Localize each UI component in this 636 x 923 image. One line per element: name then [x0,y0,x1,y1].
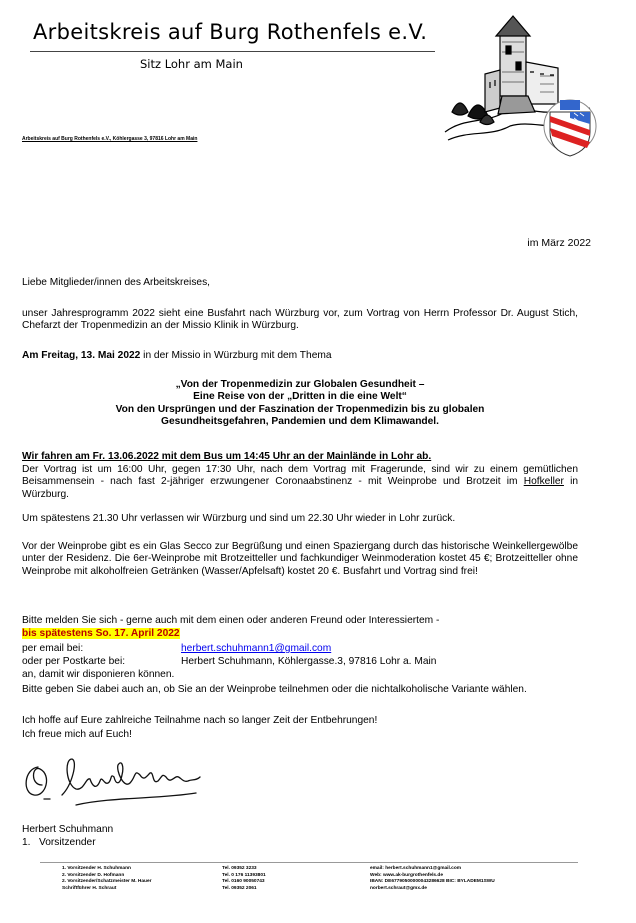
footer-divider [40,862,578,863]
post-label: oder per Postkarte bei: [22,656,126,667]
signer-name: Herbert Schuhmann [22,824,114,835]
wine-choice-note: Bitte geben Sie dabei auch an, ob Sie an der Weinprobe teilnehmen oder die nichtalkoholische Variante wählen. [22,684,527,695]
event-line [22,350,578,362]
letter-date: im März 2022 [527,237,591,249]
title-divider [30,51,435,52]
return-line: Um spätestens 21.30 Uhr verlassen wir Würzburg und sind um 22.30 Uhr wieder in Lohr zurück. [22,513,456,524]
wine-paragraph: Vor der Weinprobe gibt es ein Glas Secco zur Begrüßung und einen Spaziergang durch das historische Weinkellergewölbe unter der Residenz. Die 6er-Weinprobe mit Brotzeitteller und fachkundiger Weinmoderation kostet 45 €; Brotzeitteller ohne Weinprobe mit alkoholfreien Getränken (Wasser/Apfelsaft) kostet 20 €. Busfahrt und Vortrag sind frei! [22,541,578,577]
travel-body-end: in Würzburg. [22,476,579,500]
footer-board-2: 2. Vorsitzender D. Hofmann [62,872,125,878]
footer-phone-3: Tel. 0160 90050743 [222,879,265,885]
footer-contact-4: norbert.schraut@gmx.de [370,885,427,891]
deadline-text: bis spätestens So. 17. April 2022 [22,628,180,639]
coat-of-arms-icon [544,100,596,156]
footer-board-column [62,866,151,892]
lecture-theme [22,379,578,429]
travel-heading-text: Wir fahren am Fr. 13.06.2022 mit dem Bus um 14:45 Uhr an der Mainlände in Lohr ab. [22,451,432,462]
event-date: Am Freitag, 13. Mai 2022 [22,350,141,361]
dispose-line: an, damit wir disponieren können. [22,669,175,680]
travel-body: Der Vortrag ist um 16:00 Uhr, gegen 17:30 Uhr, nach dem Vortrag mit Fragerunde, sind wir zu einem gemütlichen Beisammensein - nach fast 2-jähriger erzwungener Coronaabstinenz - mit Weinprobe und Brotzeit im [22,464,578,488]
theme-line-1: „Von der Tropenmedizin zur Globalen Gesundheit – [175,379,425,390]
org-subtitle: Sitz Lohr am Main [140,57,243,71]
joy-line: Ich freue mich auf Euch! [22,729,132,740]
theme-line-3: Von den Ursprüngen und der Faszination der Tropenmedizin bis zu globalen [115,403,485,415]
travel-paragraph [22,464,578,501]
org-title: Arbeitskreis auf Burg Rothenfels e.V. [33,20,428,44]
registration-line: Bitte melden Sie sich - gerne auch mit dem einen oder anderen Freund oder Interessiertem - [22,615,440,626]
handwritten-signature [20,755,220,813]
castle-logo-illustration [440,12,600,170]
theme-line-4: Gesundheitsgefahren, Pandemien und dem Klimawandel. [161,416,439,428]
footer-phone-column [222,866,266,892]
post-address: Herbert Schuhmann, Köhlergasse.3, 97816 Lohr a. Main [181,656,437,667]
sender-line: Arbeitskreis auf Burg Rothenfels e.V., Köhlergasse 3, 97816 Lohr am Main [22,136,198,142]
footer-contact-3: IBAN: DE67790500000043286628 BIC: BYLADEM1SWU [370,879,495,885]
intro-paragraph: unser Jahresprogramm 2022 sieht eine Busfahrt nach Würzburg vor, zum Vortrag von Herrn Professor Dr. August Stich, Chefarzt der Tropenmedizin an der Missio Klinik in Würzburg. [22,308,578,332]
footer-board-3: 2. Vorsitzender/Schatzmeister M. Hauer [62,879,152,885]
signer-role: 1. Vorsitzender [22,837,96,848]
footer-board-1: 1. Vorsitzender H. Schuhmann [62,866,131,871]
theme-line-2: Eine Reise von der „Dritten in die eine Welt“ [193,391,407,403]
footer-contact-2: Web: www.ak-burgrothenfels.de [370,872,444,878]
deadline-highlight [22,628,180,640]
footer-board-4: Schriftführer H. Schraut [62,885,117,891]
footer-phone-4: Tel. 09352 2061 [222,885,257,891]
footer-phone-2: Tel. 0 176 11393801 [222,872,266,878]
footer-contact-column [370,866,495,892]
footer-phone-1: Tel. 09352 3233 [222,866,257,871]
email-link[interactable]: herbert.schuhmann1@gmail.com [181,643,332,654]
email-label: per email bei: [22,643,84,654]
footer-contact-1: email: herbert.schuhmann1@gmail.com [370,866,462,871]
hope-line: Ich hoffe auf Eure zahlreiche Teilnahme nach so langer Zeit der Entbehrungen! [22,715,378,726]
salutation: Liebe Mitglieder/innen des Arbeitskreises, [22,277,211,288]
travel-heading [22,451,578,463]
event-location: in der Missio in Würzburg mit dem Thema [140,350,332,361]
hofkeller-word: Hofkeller [523,476,564,488]
